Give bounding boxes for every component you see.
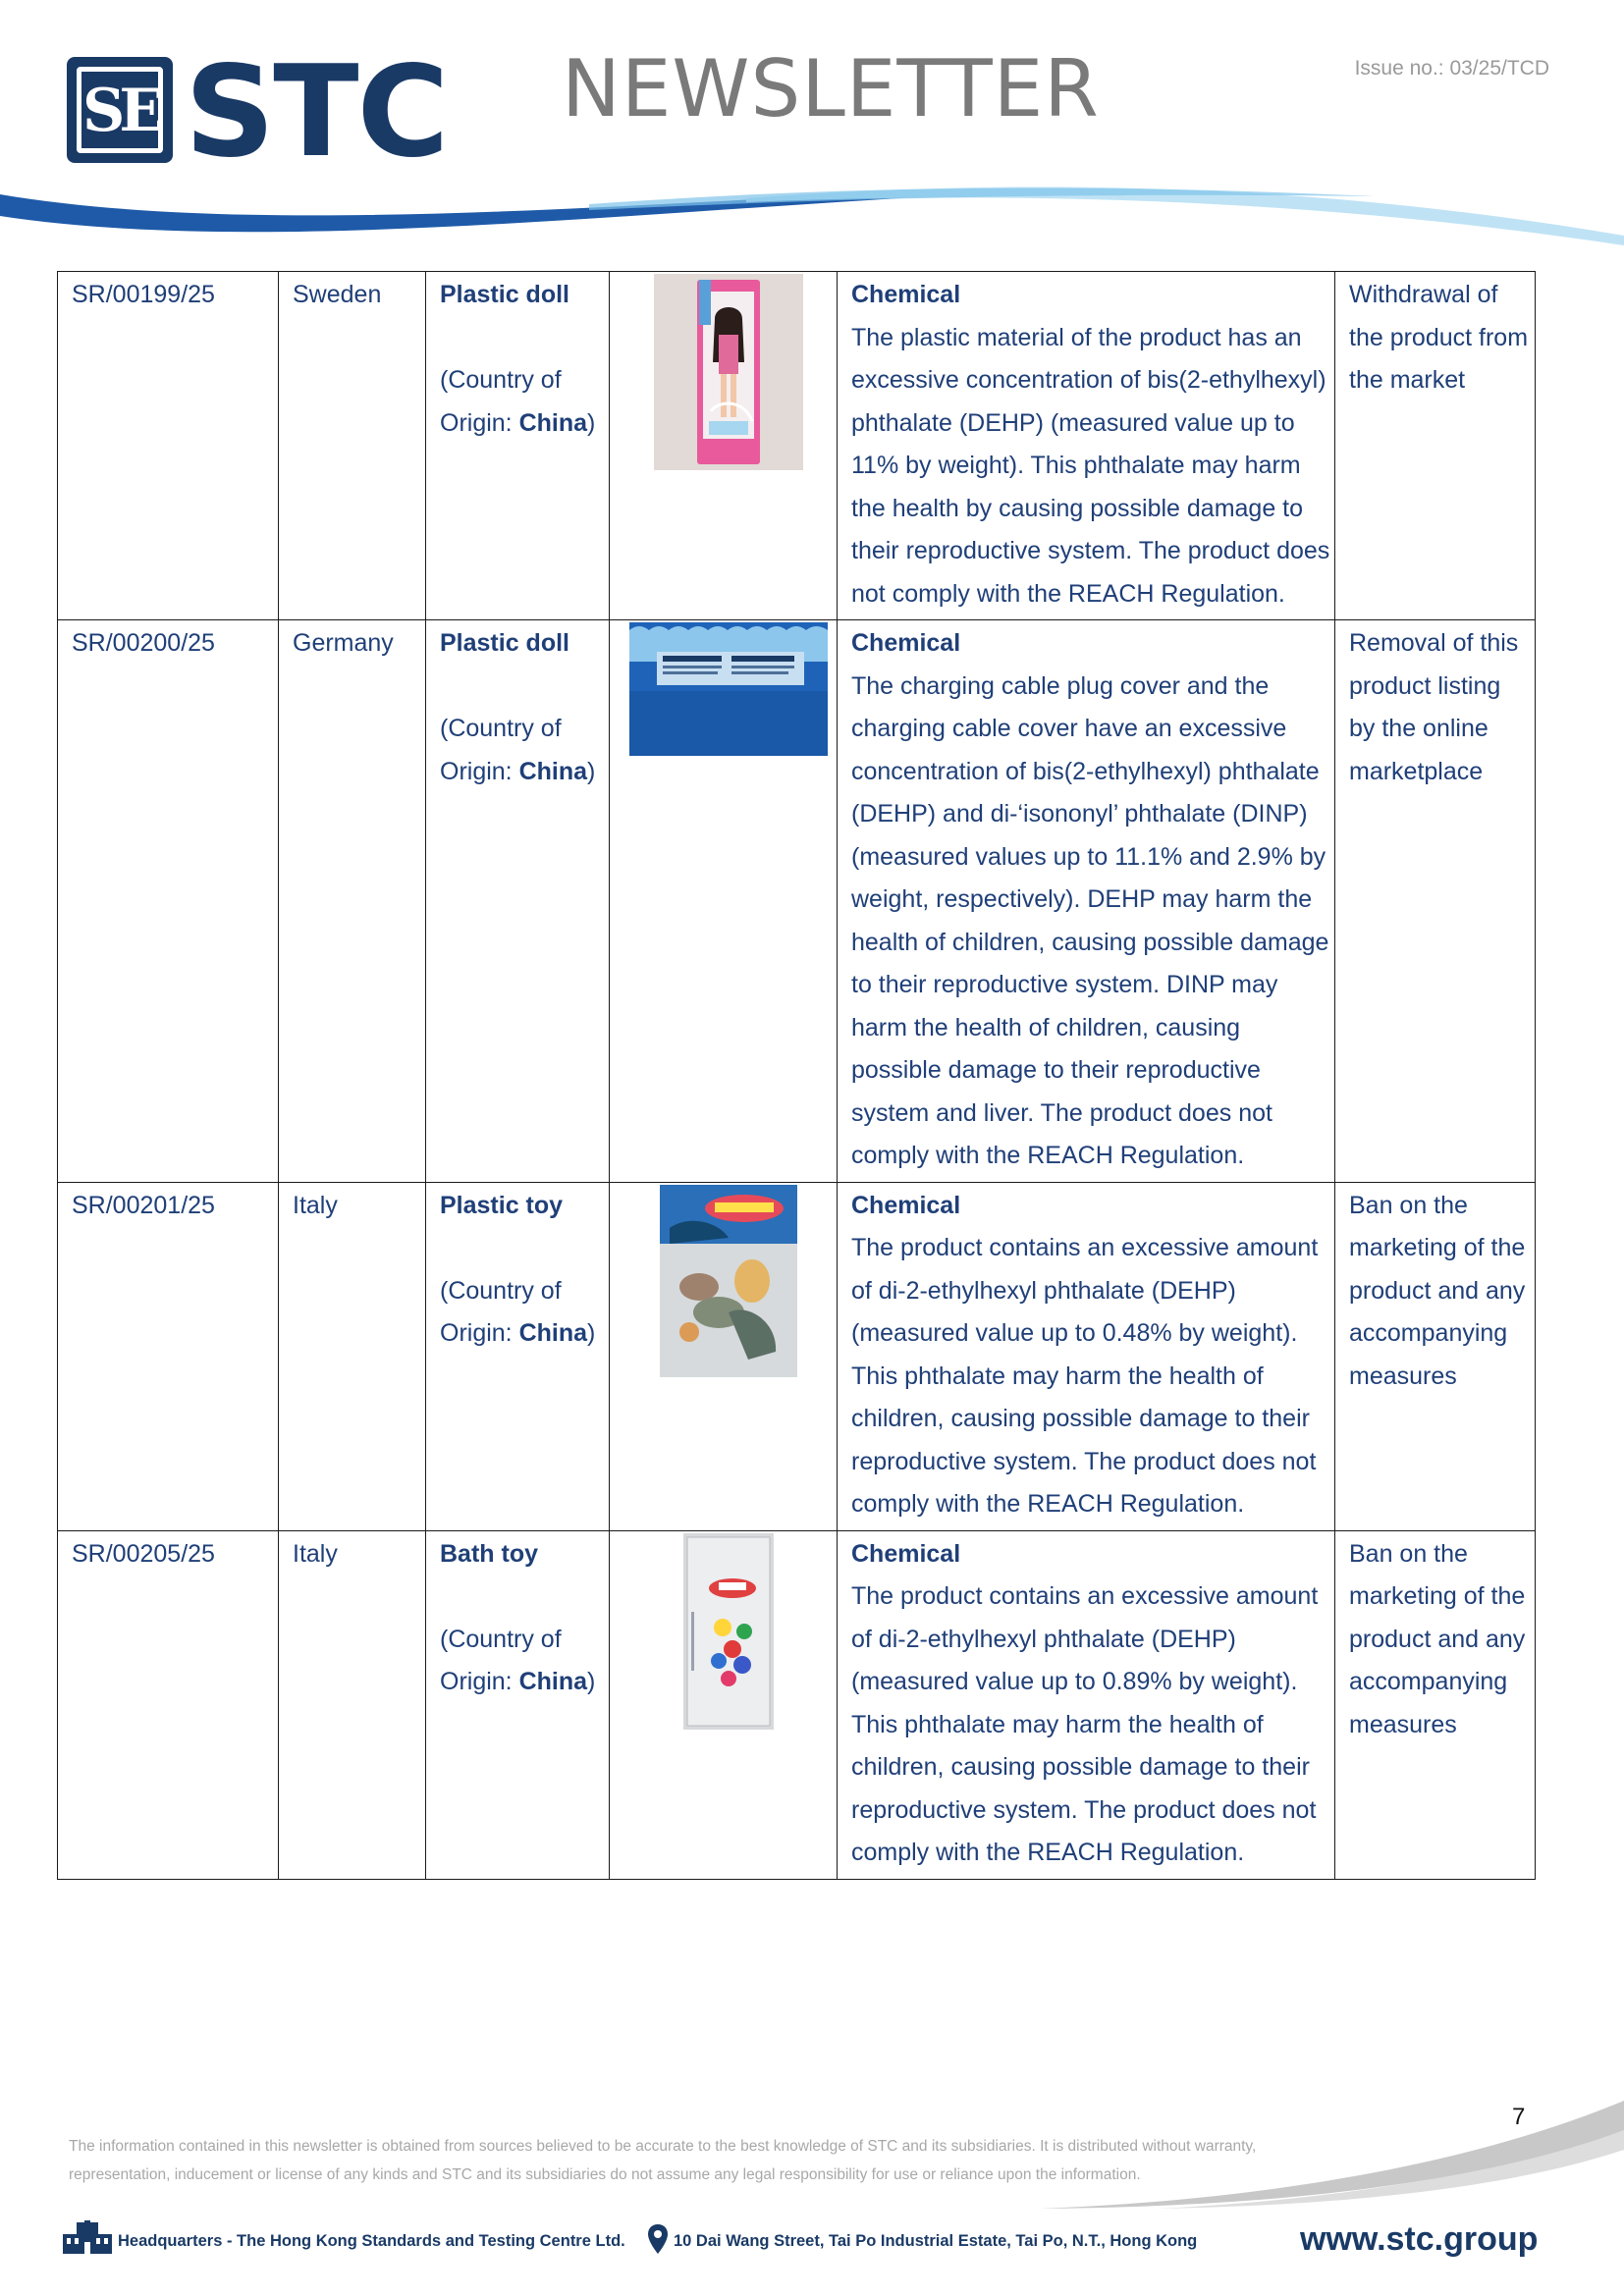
recall-table — [57, 271, 1536, 1880]
country-cell: Sweden — [279, 272, 426, 620]
hq-name: Headquarters - The Hong Kong Standards and Testing Centre Ltd. — [118, 2232, 625, 2250]
risk-description: The charging cable plug cover and the charging cable cover have an excessive concentration of bis(2-ethylhexyl) phthalate (DEHP) and di-‘isononyl’ phthalate (DINP) (measured values up to 11.1% and 2.9% by weight, respectively). DEHP may harm the health of children, causing possible damage to their reproductive system. DINP may harm the health of children, causing possible damage to their reproductive system and liver. The product does not comply with the REACH Regulation. — [851, 671, 1329, 1169]
origin-country: China — [518, 408, 588, 437]
website-link[interactable]: www.stc.group — [1300, 2220, 1539, 2258]
origin-label: Origin: — [440, 1668, 519, 1695]
measure-cell: Ban on the marketing of the product and any accompanying measures — [1335, 1182, 1536, 1530]
product-name: Plastic doll — [440, 629, 569, 657]
risk-description: The product contains an excessive amount of di-2-ethylhexyl phthalate (DEHP) (measured value up to 0.89% by weight). This phthalate may harm the health of children, causing possible damage to their reproductive system. The product does not comply with the REACH Regulation. — [851, 1582, 1319, 1866]
risk-type: Chemical — [851, 1191, 961, 1219]
origin-country: China — [518, 1668, 588, 1695]
country-cell: Italy — [279, 1530, 426, 1879]
product-name: Bath toy — [440, 1539, 538, 1568]
risk-description: The product contains an excessive amount of di-2-ethylhexyl phthalate (DEHP) (measured value up to 0.48% by weight). This phthalate may harm the health of children, causing possible damage to their reproductive system. The product does not comply with the REACH Regulation. — [851, 1234, 1319, 1518]
page-title: NEWSLETTER — [562, 43, 1100, 134]
risk-type: Chemical — [851, 629, 961, 657]
country-cell: Germany — [279, 620, 426, 1183]
building-icon — [63, 2220, 112, 2254]
photo-cell — [610, 620, 838, 1183]
doll-box-photo — [654, 274, 803, 470]
ref-cell: SR/00201/25 — [58, 1182, 279, 1530]
origin-prefix: (Country of — [440, 715, 562, 742]
table-row — [58, 620, 1536, 1183]
product-name: Plastic toy — [440, 1191, 564, 1219]
origin-country: China — [518, 1319, 588, 1347]
risk-description: The plastic material of the product has an excessive concentration of bis(2-ethylhexyl) phthalate (DEHP) (measured value up to 11% by weight). This phthalate may harm the health by causing possible damage to their reproductive system. The product does not comply with the REACH Regulation. — [851, 323, 1330, 608]
risk-cell — [838, 1530, 1335, 1879]
warning-label-photo — [629, 622, 828, 756]
issue-number: Issue no.: 03/25/TCD — [1354, 57, 1549, 80]
location-pin-icon — [648, 2224, 668, 2254]
origin-suffix: ) — [587, 1668, 596, 1695]
origin-prefix: (Country of — [440, 1625, 562, 1653]
animal-toys-bag-photo — [660, 1185, 797, 1377]
photo-cell — [610, 1530, 838, 1879]
origin-country: China — [518, 757, 588, 785]
product-cell — [426, 620, 610, 1183]
origin-label: Origin: — [440, 757, 519, 785]
product-cell — [426, 272, 610, 620]
product-cell — [426, 1182, 610, 1530]
hq-address: 10 Dai Wang Street, Tai Po Industrial Estate, Tai Po, N.T., Hong Kong — [674, 2232, 1198, 2250]
ref-cell: SR/00199/25 — [58, 272, 279, 620]
origin-label: Origin: — [440, 1319, 519, 1347]
origin-suffix: ) — [587, 408, 596, 437]
bath-toys-bag-photo — [683, 1533, 774, 1730]
country-cell: Italy — [279, 1182, 426, 1530]
page-number: 7 — [1512, 2104, 1526, 2130]
origin-suffix: ) — [587, 1319, 596, 1347]
logo-monogram: SE — [82, 77, 159, 145]
stc-monogram-icon — [67, 57, 173, 163]
table-row — [58, 1182, 1536, 1530]
measure-cell: Withdrawal of the product from the market — [1335, 272, 1536, 620]
ref-cell: SR/00200/25 — [58, 620, 279, 1183]
risk-type: Chemical — [851, 1539, 961, 1568]
product-name: Plastic doll — [440, 281, 569, 308]
table-row — [58, 272, 1536, 620]
logo-wordmark: STC — [185, 39, 448, 186]
measure-cell: Ban on the marketing of the product and any accompanying measures — [1335, 1530, 1536, 1879]
origin-prefix: (Country of — [440, 366, 562, 394]
origin-label: Origin: — [440, 408, 519, 437]
risk-type: Chemical — [851, 281, 961, 308]
photo-cell — [610, 1182, 838, 1530]
origin-suffix: ) — [587, 757, 596, 785]
photo-cell — [610, 272, 838, 620]
header-swoosh — [0, 177, 1624, 255]
footer-contact-bar — [63, 2220, 1575, 2260]
risk-cell — [838, 1182, 1335, 1530]
measure-cell: Removal of this product listing by the online marketplace — [1335, 620, 1536, 1183]
table-row — [58, 1530, 1536, 1879]
product-cell — [426, 1530, 610, 1879]
risk-cell — [838, 272, 1335, 620]
origin-prefix: (Country of — [440, 1276, 562, 1305]
risk-cell — [838, 620, 1335, 1183]
disclaimer-text: The information contained in this newsletter is obtained from sources believed to be accurate to the best knowledge of STC and its subsidiaries. It is distributed without warranty, representation, inducement or license of any kinds and STC and its subsidiaries do not assume any legal responsibility for use or reliance upon the information. — [69, 2138, 1257, 2183]
ref-cell: SR/00205/25 — [58, 1530, 279, 1879]
